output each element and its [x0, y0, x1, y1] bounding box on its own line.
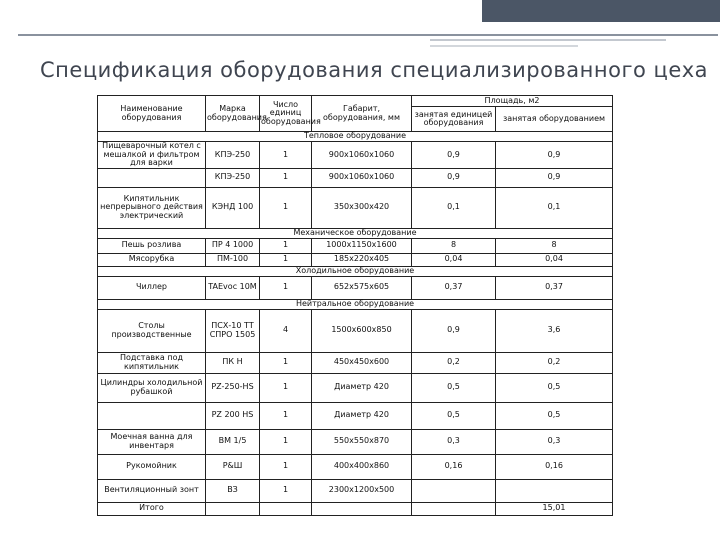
- header-dark-bar: [482, 0, 720, 22]
- table-row: [98, 429, 613, 454]
- cell-area-total: 3,6: [496, 309, 613, 352]
- cell-name: Подставка под кипятильник: [98, 352, 206, 373]
- section-row: [98, 299, 613, 309]
- cell-count: 4: [260, 309, 312, 352]
- cell-area-total: 0,04: [496, 253, 613, 266]
- table-row: [98, 309, 613, 352]
- header-area-total: занятая оборудованием: [496, 107, 613, 132]
- slide-title: Спецификация оборудования специализированного цеха: [40, 58, 709, 82]
- cell-brand: ВМ 1/5: [206, 429, 260, 454]
- total-value: 15,01: [496, 502, 613, 515]
- cell-name: Вентиляционный зонт: [98, 479, 206, 502]
- table-row: [98, 142, 613, 169]
- cell-dims: 1000х1150х1600: [312, 238, 412, 253]
- cell-area-total: 0,16: [496, 454, 613, 479]
- cell-area-total: [496, 479, 613, 502]
- cell-area-unit: 8: [412, 238, 496, 253]
- cell-area-unit: 0,37: [412, 276, 496, 299]
- cell-dims: 550х550х870: [312, 429, 412, 454]
- cell-area-unit: 0,3: [412, 429, 496, 454]
- cell-count: 1: [260, 238, 312, 253]
- header-brand: Марка оборудования: [206, 96, 260, 132]
- cell-brand: КПЭ-250: [206, 168, 260, 187]
- total-empty-cell: [312, 502, 412, 515]
- cell-dims: 900х1060х1060: [312, 142, 412, 169]
- cell-brand: ПМ-100: [206, 253, 260, 266]
- cell-area-unit: 0,2: [412, 352, 496, 373]
- cell-brand: PZ 200 НS: [206, 402, 260, 429]
- cell-name: Столы производственные: [98, 309, 206, 352]
- table-row: [98, 454, 613, 479]
- cell-dims: 900х1060х1060: [312, 168, 412, 187]
- table-row: [98, 276, 613, 299]
- cell-area-unit: [412, 479, 496, 502]
- table-row: [98, 402, 613, 429]
- specification-table-wrapper: [97, 95, 612, 525]
- cell-count: 1: [260, 168, 312, 187]
- cell-dims: 350х300х420: [312, 187, 412, 228]
- cell-area-unit: 0,16: [412, 454, 496, 479]
- cell-brand: КПЭ-250: [206, 142, 260, 169]
- cell-area-unit: 0,1: [412, 187, 496, 228]
- total-empty-cell: [260, 502, 312, 515]
- table-row: [98, 373, 613, 402]
- cell-name: Пешь розлива: [98, 238, 206, 253]
- cell-area-total: 0,9: [496, 168, 613, 187]
- cell-name: Чиллер: [98, 276, 206, 299]
- cell-brand: КЭНД 100: [206, 187, 260, 228]
- specification-table: [97, 95, 613, 516]
- cell-area-total: 0,3: [496, 429, 613, 454]
- section-title: Нейтральное оборудование: [98, 299, 613, 309]
- total-empty-cell: [412, 502, 496, 515]
- cell-brand: TAEvoc 10M: [206, 276, 260, 299]
- cell-name: [98, 168, 206, 187]
- cell-name: Цилиндры холодильной рубашкой: [98, 373, 206, 402]
- table-row: [98, 352, 613, 373]
- cell-count: 1: [260, 142, 312, 169]
- section-title: Холодильное оборудование: [98, 266, 613, 276]
- cell-brand: PZ-250-НS: [206, 373, 260, 402]
- section-row: [98, 228, 613, 238]
- cell-area-total: 0,5: [496, 402, 613, 429]
- cell-dims: 1500х600х850: [312, 309, 412, 352]
- cell-brand: ПСХ-10 ТТ СПРО 1505: [206, 309, 260, 352]
- cell-area-unit: 0,5: [412, 373, 496, 402]
- cell-area-unit: 0,9: [412, 309, 496, 352]
- cell-area-unit: 0,9: [412, 168, 496, 187]
- section-row: [98, 266, 613, 276]
- header-rule-accent-short: [430, 45, 578, 47]
- cell-dims: 185х220х405: [312, 253, 412, 266]
- section-title: Механическое оборудование: [98, 228, 613, 238]
- cell-name: Рукомойник: [98, 454, 206, 479]
- total-row: [98, 502, 613, 515]
- cell-dims: 400х400х860: [312, 454, 412, 479]
- cell-area-unit: 0,9: [412, 142, 496, 169]
- section-row: [98, 132, 613, 142]
- cell-area-unit: 0,5: [412, 402, 496, 429]
- cell-brand: ВЗ: [206, 479, 260, 502]
- table-row: [98, 238, 613, 253]
- slide-header-decoration: [0, 0, 720, 36]
- header-area-group: Площадь, м2: [412, 96, 613, 107]
- header-rule: [18, 34, 718, 36]
- cell-brand: ПК Н: [206, 352, 260, 373]
- section-title: Тепловое оборудование: [98, 132, 613, 142]
- cell-area-total: 0,9: [496, 142, 613, 169]
- cell-count: 1: [260, 187, 312, 228]
- cell-name: Пищеварочный котел с мешалкой и фильтром для варки: [98, 142, 206, 169]
- cell-count: 1: [260, 402, 312, 429]
- cell-area-unit: 0,04: [412, 253, 496, 266]
- cell-count: 1: [260, 479, 312, 502]
- cell-dims: 450х450х600: [312, 352, 412, 373]
- cell-name: Моечная ванна для инвентаря: [98, 429, 206, 454]
- cell-count: 1: [260, 429, 312, 454]
- cell-area-total: 0,2: [496, 352, 613, 373]
- header-count: Число единиц оборудования: [260, 96, 312, 132]
- table-row: [98, 253, 613, 266]
- table-row: [98, 187, 613, 228]
- cell-count: 1: [260, 373, 312, 402]
- cell-name: [98, 402, 206, 429]
- table-body: [98, 132, 613, 516]
- cell-count: 1: [260, 276, 312, 299]
- header-name: Наименование оборудования: [98, 96, 206, 132]
- cell-area-total: 8: [496, 238, 613, 253]
- cell-count: 1: [260, 454, 312, 479]
- cell-dims: 652х575х605: [312, 276, 412, 299]
- total-label: Итого: [98, 502, 206, 515]
- table-row: [98, 479, 613, 502]
- header-dims: Габарит, оборудования, мм: [312, 96, 412, 132]
- cell-brand: Р&Ш: [206, 454, 260, 479]
- cell-name: Кипятильник непрерывного действия электрический: [98, 187, 206, 228]
- cell-count: 1: [260, 352, 312, 373]
- cell-count: 1: [260, 253, 312, 266]
- total-empty-cell: [206, 502, 260, 515]
- table-row: [98, 168, 613, 187]
- cell-name: Мясорубка: [98, 253, 206, 266]
- header-rule-accent: [430, 39, 666, 41]
- header-area-unit: занятая единицей оборудования: [412, 107, 496, 132]
- cell-dims: 2300х1200х500: [312, 479, 412, 502]
- cell-brand: ПР 4 1000: [206, 238, 260, 253]
- cell-dims: Диаметр 420: [312, 373, 412, 402]
- cell-area-total: 0,5: [496, 373, 613, 402]
- cell-dims: Диаметр 420: [312, 402, 412, 429]
- cell-area-total: 0,37: [496, 276, 613, 299]
- cell-area-total: 0,1: [496, 187, 613, 228]
